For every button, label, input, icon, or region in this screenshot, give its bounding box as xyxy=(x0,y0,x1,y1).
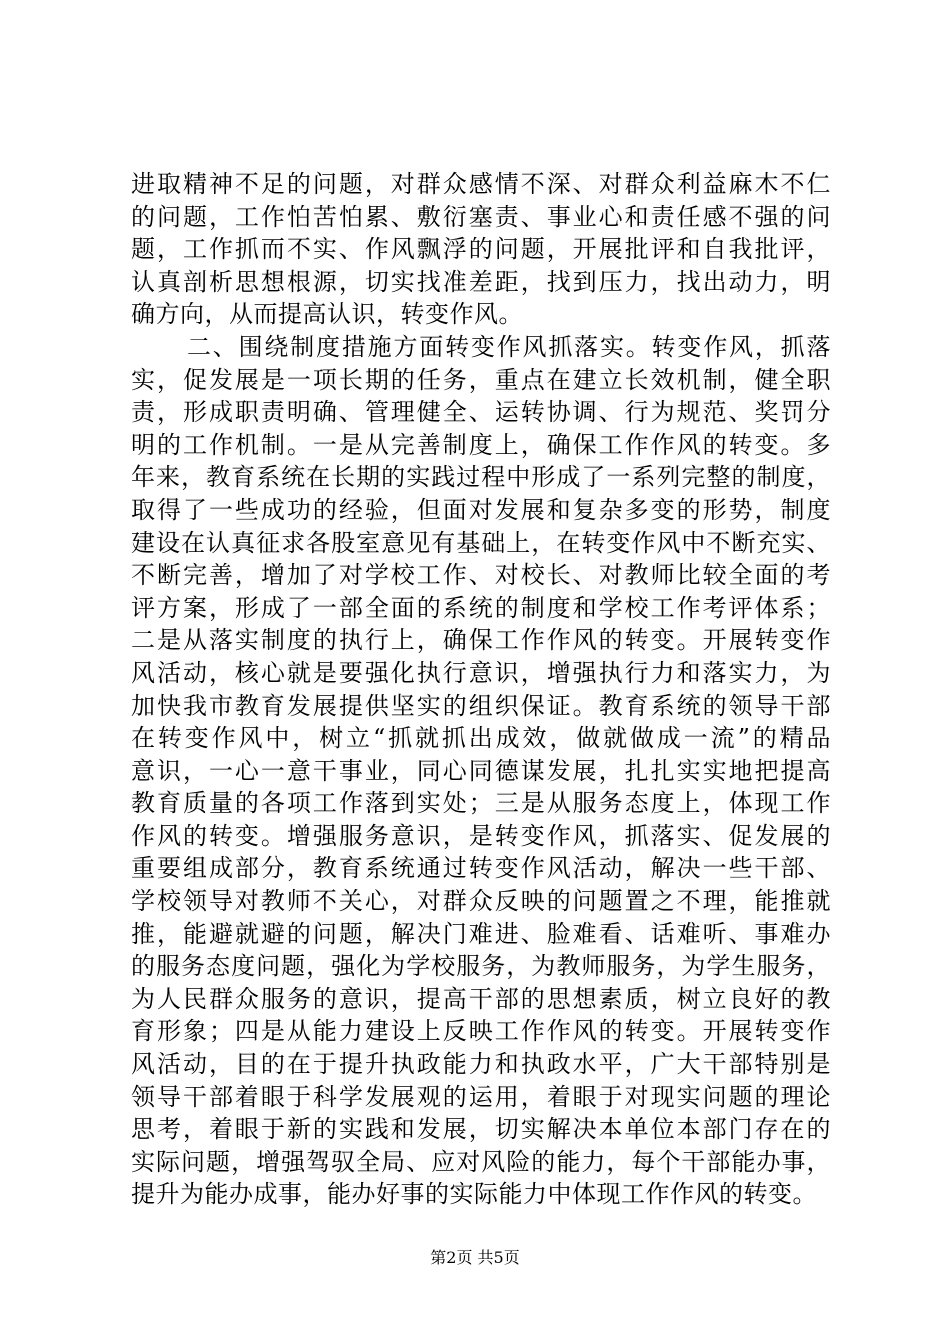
text-line: 作风的转变。增强服务意识，是转变作风，抓落实、促发展的 xyxy=(131,821,831,850)
text-line: 明的工作机制。一是从完善制度上，确保工作作风的转变。多 xyxy=(131,430,831,459)
text-line: 重要组成部分，教育系统通过转变作风活动，解决一些干部、 xyxy=(131,854,831,883)
text-line: 为人民群众服务的意识，提高干部的思想素质，树立良好的教 xyxy=(131,984,831,1013)
text-line: 的问题，工作怕苦怕累、敷衍塞责、事业心和责任感不强的问 xyxy=(131,202,831,231)
text-line: 题，工作抓而不实、作风飘浮的问题，开展批评和自我批评， xyxy=(131,235,831,264)
text-line: 领导干部着眼于科学发展观的运用，着眼于对现实问题的理论 xyxy=(131,1082,831,1111)
text-line: 责，形成职责明确、管理健全、运转协调、行为规范、奖罚分 xyxy=(131,398,831,427)
text-line: 确方向，从而提高认识，转变作风。 xyxy=(131,300,523,329)
text-line: 加快我市教育发展提供坚实的组织保证。教育系统的领导干部 xyxy=(131,691,831,720)
text-line: 取得了一些成功的经验，但面对发展和复杂多变的形势，制度 xyxy=(131,495,831,524)
text-line: 二、围绕制度措施方面转变作风抓落实。转变作风，抓落 xyxy=(187,332,831,361)
text-line: 意识，一心一意干事业，同心同德谋发展，扎扎实实地把提高 xyxy=(131,756,831,785)
text-line: 建设在认真征求各股室意见有基础上，在转变作风中不断充实、 xyxy=(131,528,831,557)
body-text xyxy=(131,168,831,1211)
text-line: 推，能避就避的问题，解决门难进、脸难看、话难听、事难办 xyxy=(131,919,831,948)
text-line: 二是从落实制度的执行上，确保工作作风的转变。开展转变作 xyxy=(131,626,831,655)
text-line: 育形象；四是从能力建设上反映工作作风的转变。开展转变作 xyxy=(131,1017,831,1046)
text-line: 风活动，核心就是要强化执行意识，增强执行力和落实力，为 xyxy=(131,658,831,687)
text-line: 实，促发展是一项长期的任务，重点在建立长效机制，健全职 xyxy=(131,365,831,394)
text-line: 学校领导对教师不关心，对群众反映的问题置之不理，能推就 xyxy=(131,887,831,916)
text-line: 年来，教育系统在长期的实践过程中形成了一系列完整的制度， xyxy=(131,463,831,492)
text-line: 风活动，目的在于提升执政能力和执政水平，广大干部特别是 xyxy=(131,1050,831,1079)
text-line: 评方案，形成了一部全面的系统的制度和学校工作考评体系； xyxy=(131,593,831,622)
text-line: 实际问题，增强驾驭全局、应对风险的能力，每个干部能办事， xyxy=(131,1147,831,1176)
text-line: 认真剖析思想根源，切实找准差距，找到压力，找出动力，明 xyxy=(131,267,831,296)
text-line: 在转变作风中，树立“抓就抓出成效，做就做成一流”的精品 xyxy=(131,724,831,753)
page-number-footer: 第2页 共5页 xyxy=(430,1248,520,1267)
text-line: 不断完善，增加了对学校工作、对校长、对教师比较全面的考 xyxy=(131,561,831,590)
text-line: 教育质量的各项工作落到实处；三是从服务态度上，体现工作 xyxy=(131,789,831,818)
text-line: 进取精神不足的问题，对群众感情不深、对群众利益麻木不仁 xyxy=(131,170,831,198)
text-line: 提升为能办成事，能办好事的实际能力中体现工作作风的转变。 xyxy=(131,1180,817,1209)
text-line: 的服务态度问题，强化为学校服务，为教师服务，为学生服务， xyxy=(131,952,831,981)
text-line: 思考，着眼于新的实践和发展，切实解决本单位本部门存在的 xyxy=(131,1115,831,1144)
